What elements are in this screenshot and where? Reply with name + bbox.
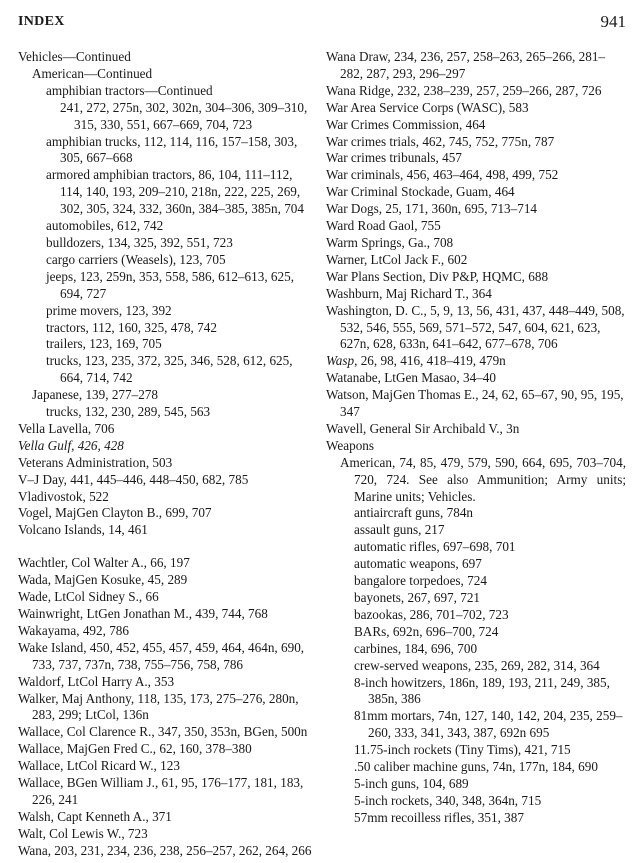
index-entry: Wavell, General Sir Archibald V., 3n <box>326 420 520 436</box>
index-entry: 81mm mortars, 74n, 127, 140, 142, 204, 235, 259–260, 333, 341, 343, 387, 692n 695 <box>354 708 623 741</box>
index-column-right <box>326 49 626 827</box>
index-entry: Ward Road Gaol, 755 <box>326 218 441 234</box>
index-entry: Wake Island, 450, 452, 455, 457, 459, 464, 464n, 690, 733, 737, 737n, 738, 755–756, 758, 786 <box>18 639 305 672</box>
index-entry: trucks, 123, 235, 372, 325, 346, 528, 612, 625, 664, 714, 742 <box>46 353 293 386</box>
index-entry: armored amphibian tractors, 86, 104, 111–112, 114, 140, 193, 209–210, 218n, 222, 225, 269, 302, 305, 324, 332, 360n, 384–385, 385n, 704 <box>46 167 304 217</box>
index-entry: War criminals, 456, 463–464, 498, 499, 752 <box>326 167 559 183</box>
index-entry: Washburn, Maj Richard T., 364 <box>326 285 492 301</box>
index-entry: automatic rifles, 697–698, 701 <box>354 539 516 555</box>
index-entry: American—Continued <box>32 65 153 81</box>
index-entry: War Area Service Corps (WASC), 583 <box>326 99 529 115</box>
index-entry: Wasp, 26, 98, 416, 418–419, 479n <box>326 353 506 369</box>
index-entry: tractors, 112, 160, 325, 478, 742 <box>46 319 217 335</box>
index-entry: War Crimes Commission, 464 <box>326 116 486 132</box>
index-entry: Wana Draw, 234, 236, 257, 258–263, 265–266, 281–282, 287, 293, 296–297 <box>326 49 606 81</box>
index-entry: Wada, MajGen Kosuke, 45, 289 <box>18 572 188 588</box>
index-entry: Washington, D. C., 5, 9, 13, 56, 431, 437, 448–449, 508, 532, 546, 555, 569, 571–572, 547, 604, 621, 623, 627n, 628, 633n, 641–642, 677–678, 706 <box>326 302 625 352</box>
index-entry: Wana, 203, 231, 234, 236, 238, 256–257, 262, 264, 266 <box>18 842 312 858</box>
index-entry: bulldozers, 134, 325, 392, 551, 723 <box>46 234 233 250</box>
index-entry: crew-served weapons, 235, 269, 282, 314, 364 <box>354 657 600 673</box>
index-entry: Waldorf, LtCol Harry A., 353 <box>18 673 175 689</box>
index-entry: War Criminal Stockade, Guam, 464 <box>326 184 515 200</box>
index-entry: carbines, 184, 696, 700 <box>354 640 478 656</box>
index-entry: Weapons <box>326 437 375 453</box>
index-entry: Wana Ridge, 232, 238–239, 257, 259–266, 287, 726 <box>326 82 602 98</box>
index-entry: Wade, LtCol Sidney S., 66 <box>18 589 159 605</box>
index-entry: Wallace, LtCol Ricard W., 123 <box>18 758 180 774</box>
page-number: 941 <box>600 12 626 31</box>
index-entry: amphibian tractors—Continued <box>46 82 213 98</box>
index-column-left <box>18 49 316 860</box>
index-entry: amphibian trucks, 112, 114, 116, 157–158, 303, 305, 667–668 <box>46 133 298 166</box>
index-entry: 57mm recoilless rifles, 351, 387 <box>354 809 524 825</box>
index-entry: 241, 272, 275n, 302, 302n, 304–306, 309–310, 315, 330, 551, 667–669, 704, 723 <box>60 99 308 132</box>
index-entry: 8-inch howitzers, 186n, 189, 193, 211, 249, 385, 385n, 386 <box>354 674 610 707</box>
index-entry: Walker, Maj Anthony, 118, 135, 173, 275–276, 280n, 283, 299; LtCol, 136n <box>18 690 299 723</box>
index-entry: 5-inch rockets, 340, 348, 364n, 715 <box>354 792 542 808</box>
index-entry: assault guns, 217 <box>354 522 445 538</box>
index-entry: Wakayama, 492, 786 <box>18 622 129 638</box>
index-entry: 5-inch guns, 104, 689 <box>354 775 469 791</box>
index-entry: jeeps, 123, 259n, 353, 558, 586, 612–613, 625, 694, 727 <box>46 268 294 301</box>
index-entry: .50 caliber machine guns, 74n, 177n, 184, 690 <box>354 759 598 775</box>
index-entry: War crimes tribunals, 457 <box>326 150 462 166</box>
index-entry: War crimes trials, 462, 745, 752, 775n, 787 <box>326 133 555 149</box>
index-entry: Wachtler, Col Walter A., 66, 197 <box>18 555 190 571</box>
index-entry: Wallace, Col Clarence R., 347, 350, 353n, BGen, 500n <box>18 724 308 740</box>
index-entry: prime movers, 123, 392 <box>46 302 172 318</box>
index-entry: Walt, Col Lewis W., 723 <box>18 825 148 841</box>
index-entry: bazookas, 286, 701–702, 723 <box>354 606 509 622</box>
page-header <box>18 14 626 36</box>
index-entry: V–J Day, 441, 445–446, 448–450, 682, 785 <box>18 471 249 487</box>
index-entry: Vehicles—Continued <box>18 49 131 64</box>
index-entry: Wallace, MajGen Fred C., 62, 160, 378–380 <box>18 741 252 757</box>
index-entry: trucks, 132, 230, 289, 545, 563 <box>46 404 211 420</box>
index-entry: War Dogs, 25, 171, 360n, 695, 713–714 <box>326 201 538 217</box>
index-entry: bangalore torpedoes, 724 <box>354 573 487 589</box>
index-entry: Wallace, BGen William J., 61, 95, 176–177, 181, 183, 226, 241 <box>18 775 304 807</box>
index-entry: Warner, LtCol Jack F., 602 <box>326 251 468 267</box>
index-entry: Watson, MajGen Thomas E., 24, 62, 65–67, 90, 95, 195, 347 <box>326 387 624 420</box>
index-entry: BARs, 692n, 696–700, 724 <box>354 623 499 639</box>
index-entry: Wainwright, LtGen Jonathan M., 439, 744, 768 <box>18 606 268 621</box>
index-entry: Walsh, Capt Kenneth A., 371 <box>18 808 172 824</box>
index-entry: Japanese, 139, 277–278 <box>32 387 158 403</box>
index-entry: automobiles, 612, 742 <box>46 218 164 234</box>
index-entry: American, 74, 85, 479, 579, 590, 664, 695, 703–704, 720, 724. See also Ammunition; Army units; Marine units; Vehicles. <box>340 454 626 504</box>
index-entry: Vella Lavella, 706 <box>18 420 115 436</box>
index-entry: Veterans Administration, 503 <box>18 454 173 470</box>
index-entry: Warm Springs, Ga., 708 <box>326 234 454 250</box>
index-entry: Watanabe, LtGen Masao, 34–40 <box>326 370 496 386</box>
index-entry: Volcano Islands, 14, 461 <box>18 522 148 538</box>
index-entry: Vladivostok, 522 <box>18 488 109 504</box>
index-entry: antiaircraft guns, 784n <box>354 505 474 521</box>
index-entry: automatic weapons, 697 <box>354 556 482 572</box>
index-entry: War Plans Section, Div P&P, HQMC, 688 <box>326 268 549 284</box>
index-entry: bayonets, 267, 697, 721 <box>354 590 481 605</box>
index-entry: cargo carriers (Weasels), 123, 705 <box>46 251 226 267</box>
section-title: INDEX <box>18 14 65 29</box>
index-entry: 11.75-inch rockets (Tiny Tims), 421, 715 <box>354 742 571 758</box>
index-entry: Vella Gulf, 426, 428 <box>18 437 124 453</box>
index-entry: Vogel, MajGen Clayton B., 699, 707 <box>18 505 212 521</box>
index-entry: trailers, 123, 169, 705 <box>46 336 162 352</box>
